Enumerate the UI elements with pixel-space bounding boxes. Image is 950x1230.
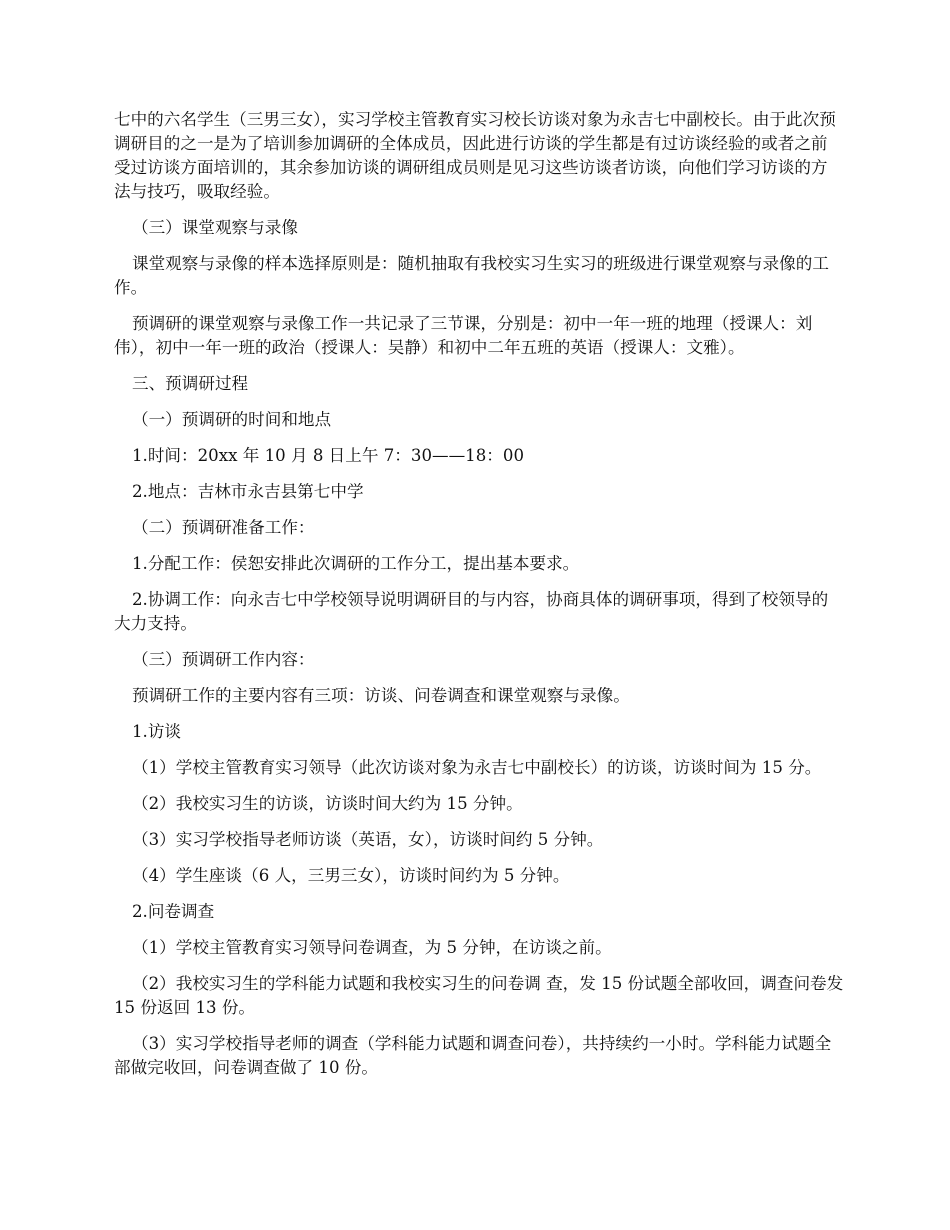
list-item-interview-2: （2）我校实习生的访谈，访谈时间大约为 15 分钟。 xyxy=(132,794,523,813)
subheading-time-place: （一）预调研的时间和地点 xyxy=(132,410,332,429)
list-item-interview-3: （3）实习学校指导老师访谈（英语，女），访谈时间约 5 分钟。 xyxy=(132,830,604,849)
list-item-interview-4: （4）学生座谈（6 人，三男三女），访谈时间约为 5 分钟。 xyxy=(132,866,570,885)
list-heading-questionnaire: 2.问卷调查 xyxy=(132,902,215,921)
list-heading-interview: 1.访谈 xyxy=(132,722,182,741)
list-item-time: 1.时间：20xx 年 10 月 8 日上午 7：30——18：00 xyxy=(132,446,525,465)
paragraph-observation-principle: 课堂观察与录像的样本选择原则是：随机抽取有我校实习生实习的班级进行课堂观察与录像的工作。 xyxy=(114,254,829,297)
list-item-questionnaire-1: （1）学校主管教育实习领导问卷调查，为 5 分钟，在访谈之前。 xyxy=(132,938,612,957)
section-heading-classroom-observation: （三）课堂观察与录像 xyxy=(132,218,298,237)
subheading-preparation: （二）预调研准备工作： xyxy=(132,518,315,537)
paragraph-work-content-summary: 预调研工作的主要内容有三项：访谈、问卷调查和课堂观察与录像。 xyxy=(132,686,630,705)
list-item-coordinate-work: 2.协调工作：向永吉七中学校领导说明调研目的与内容，协商具体的调研事项，得到了校领导的大力支持。 xyxy=(114,590,829,633)
subheading-work-content: （三）预调研工作内容： xyxy=(132,650,315,669)
list-item-place: 2.地点：吉林市永吉县第七中学 xyxy=(132,482,364,501)
list-item-questionnaire-3: （3）实习学校指导老师的调查（学科能力试题和调查问卷），共持续约一小时。学科能力试题全部做完收回，问卷调查做了 10 份。 xyxy=(114,1034,832,1077)
list-item-interview-1: （1）学校主管教育实习领导（此次访谈对象为永吉七中副校长）的访谈，访谈时间为 15 分。 xyxy=(132,758,822,777)
paragraph-observation-lessons: 预调研的课堂观察与录像工作一共记录了三节课，分别是：初中一年一班的地理（授课人：刘伟），初中一年一班的政治（授课人：吴静）和初中二年五班的英语（授课人：文雅）。 xyxy=(114,314,813,357)
section-heading-process: 三、预调研过程 xyxy=(132,374,249,393)
document-page xyxy=(114,108,844,1092)
paragraph-intro: 七中的六名学生（三男三女），实习学校主管教育实习校长访谈对象为永吉七中副校长。由于此次预调研目的之一是为了培训参加调研的全体成员，因此进行访谈的学生都是有过访谈经验的或者之前受过访谈方面培训的，其余参加访谈的调研组成员则是见习这些访谈者访谈，向他们学习访谈的方法与技巧，吸取经验。 xyxy=(114,110,836,201)
list-item-questionnaire-2: （2）我校实习生的学科能力试题和我校实习生的问卷调 查，发 15 份试题全部收回，调查问卷发 15 份返回 13 份。 xyxy=(114,974,844,1017)
list-item-assign-work: 1.分配工作：侯恕安排此次调研的工作分工，提出基本要求。 xyxy=(132,554,580,573)
